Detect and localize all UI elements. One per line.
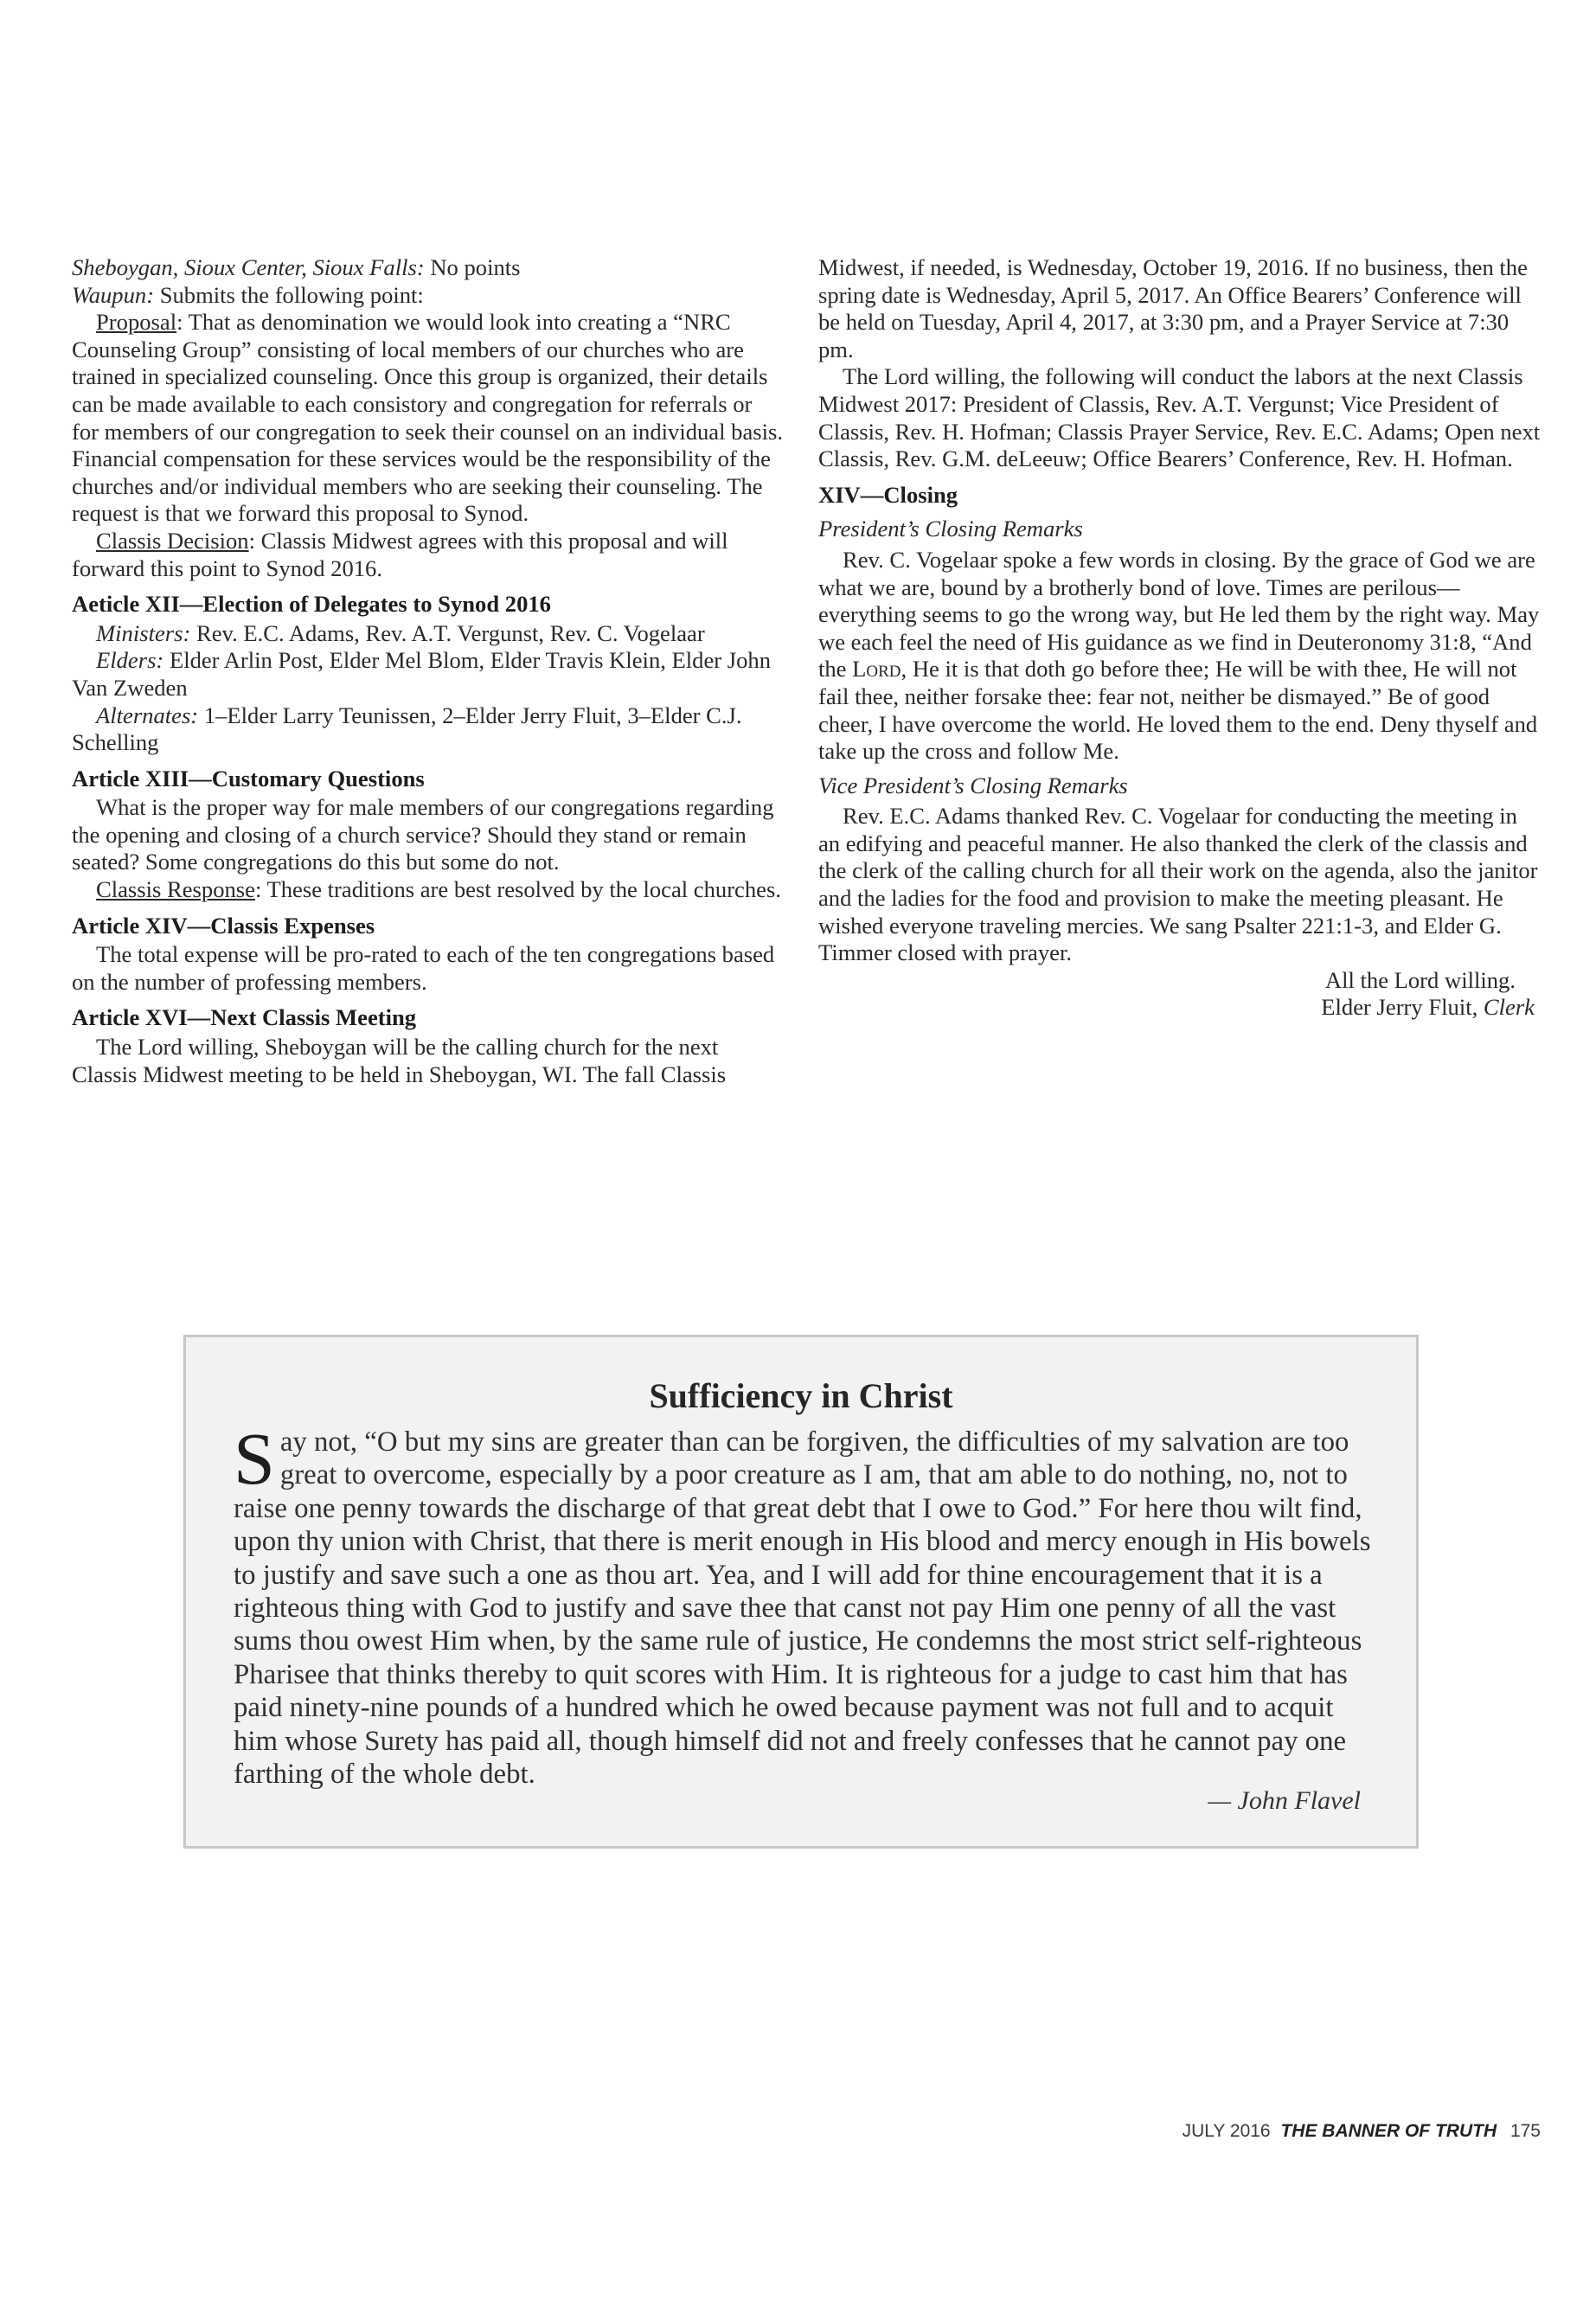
- church-names: Sheboygan, Sioux Center, Sioux Falls:: [72, 254, 425, 280]
- left-column: [72, 254, 783, 1088]
- right-column: [818, 254, 1542, 1022]
- quote-dropcap: S: [234, 1417, 275, 1500]
- elders-line: [72, 647, 783, 702]
- response-label: Classis Response: [96, 876, 255, 903]
- quote-box: [183, 1335, 1419, 1849]
- footer-page-number: 175: [1509, 2121, 1541, 2141]
- president-remarks-part2: , He it is that doth go before thee; He will be with thee, He will not fail thee, neither forsake thee: fear not, neither be dismayed.” Be of good cheer, I have overcome the world. He loved them to the end. Deny thyself and take up the cross and follow Me.: [818, 656, 1538, 765]
- subheading-president-remarks: President’s Closing Remarks: [818, 516, 1083, 542]
- proposal-label: Proposal: [96, 309, 177, 336]
- alternates-label: Alternates:: [96, 702, 199, 728]
- heading-article-xii: Aeticle XII—Election of Delegates to Synod 2016: [72, 591, 551, 618]
- quote-body: [234, 1417, 1384, 1791]
- quote-text: ay not, “O but my sins are greater than can be forgiven, the difficulties of my salvation are too great to overcome, especially by a poor creature as I am, that am able to do nothing, no, not to raise one penny towards the discharge of that great debt that I owe to God.” For here thou wilt find, upon thy union with Christ, that there is merit enough in His blood and mercy enough in His bowels to justify and save such a one as thou art. Yea, and I will add for thine encouragement that it is a righteous thing with God to justify and save thee that canst not pay Him one penny of all the vast sums thou owest Him when, by the same rule of justice, He condemns the most strict self-righteous Pharisee that thinks thereby to quit scores with Him. It is righteous for a judge to cast him that has paid ninety-nine pounds of a hundred which he owed because payment was not full and to acquit him whose Surety has paid all, though himself did not and freely confesses that he cannot pay one farthing of the whole debt.: [234, 1426, 1371, 1791]
- alternates-text: 1–Elder Larry Teunissen, 2–Elder Jerry Fluit, 3–Elder C.J. Schelling: [72, 702, 742, 756]
- ministers-text: Rev. E.C. Adams, Rev. A.T. Vergunst, Rev. C. Vogelaar: [190, 619, 705, 646]
- lord-smallcaps: Lord: [852, 656, 901, 683]
- response-text: : These traditions are best resolved by the local churches.: [254, 876, 781, 903]
- decision-text: : Classis Midwest agrees with this proposal and will forward this point to Synod 2016.: [72, 527, 728, 581]
- heading-article-xiii: Article XIII—Customary Questions: [72, 765, 425, 792]
- ministers-line: [72, 620, 783, 648]
- waupun-text: Submits the following point:: [154, 281, 424, 308]
- subheading-vice-president-remarks: Vice President’s Closing Remarks: [818, 772, 1128, 798]
- elders-label: Elders:: [96, 647, 164, 674]
- footer-date: JULY 2016: [1182, 2121, 1271, 2141]
- signature-name: Elder Jerry Fluit,: [1321, 994, 1484, 1021]
- signature-title: Clerk: [1483, 994, 1535, 1021]
- quote-title: Sufficiency in Christ: [649, 1376, 953, 1415]
- proposal-paragraph: [72, 309, 783, 528]
- decision-paragraph: [72, 528, 783, 582]
- heading-article-xvi: Article XVI—Next Classis Meeting: [72, 1004, 417, 1031]
- vice-president-remarks-paragraph: Rev. E.C. Adams thanked Rev. C. Vogelaar for conducting the meeting in an edifying and peaceful manner. He also thanked the clerk of the classis and the clerk of the calling church for all their work on the agenda, also the janitor and the ladies for the food and provision to make the meeting pleasant. He wished everyone traveling mercies. We sang Psalter 221:1-3, and Elder G. Timmer closed with prayer.: [818, 803, 1538, 966]
- heading-closing: XIV—Closing: [818, 481, 958, 508]
- president-remarks-paragraph: [818, 547, 1542, 766]
- points-text: No points: [424, 254, 521, 280]
- elders-text: Elder Arlin Post, Elder Mel Blom, Elder Travis Klein, Elder John Van Zweden: [72, 647, 772, 701]
- signoff-line: All the Lord willing.: [1324, 966, 1516, 993]
- meeting-continuation: Midwest, if needed, is Wednesday, October 19, 2016. If no business, then the spring date is Wednesday, April 5, 2017. An Office Bearers’ Conference will be held on Tuesday, April 4, 2017, at 3:30 pm, and a Prayer Service at 7:30 pm.: [818, 254, 1528, 362]
- alternates-line: [72, 702, 783, 757]
- waupun-label: Waupun:: [72, 281, 155, 308]
- page-footer: [1183, 2121, 1541, 2142]
- waupun-line: [72, 282, 783, 310]
- expenses-paragraph: The total expense will be pro-rated to each of the ten congregations based on the number of professing members.: [72, 941, 775, 995]
- president-remarks-part1: Rev. C. Vogelaar spoke a few words in closing. By the grace of God we are what we are, bound by a brotherly bond of love. Times are perilous—everything seems to go the wrong way, but He led them by the right way. May we each feel the need of His guidance as we find in Deuteronomy 31:8, “And the: [818, 546, 1540, 683]
- proposal-text: : That as denomination we would look into creating a “NRC Counseling Group” consisting of local members of our churches who are trained in specialized counseling. Once this group is organized, their details can be made available to each consistory and congregation for referrals or for members of our congregation to seek their counsel on an individual basis. Financial compensation for these services would be the responsibility of the churches and/or individual members who are seeking their counseling. The request is that we forward this proposal to Synod.: [72, 309, 783, 527]
- response-paragraph: [72, 876, 783, 904]
- decision-label: Classis Decision: [96, 527, 249, 554]
- labors-paragraph: The Lord willing, the following will conduct the labors at the next Classis Midwest 2017: President of Classis, Rev. A.T. Vergunst; Vice President of Classis, Rev. H. Hofman; Classis Prayer Service, Rev. E.C. Adams; Open next Classis, Rev. G.M. deLeeuw; Office Bearers’ Conference, Rev. H. Hofman.: [818, 363, 1541, 472]
- next-meeting-paragraph: The Lord willing, Sheboygan will be the calling church for the next Classis Midwest meeting to be held in Sheboygan, WI. The fall Classis: [72, 1034, 727, 1087]
- points-line: [72, 254, 783, 282]
- ministers-label: Ministers:: [96, 619, 191, 646]
- question-paragraph: What is the proper way for male members of our congregations regarding the opening and closing of a church service? Should they stand or remain seated? Some congregations do this but some do not.: [72, 794, 774, 875]
- heading-article-xiv: Article XIV—Classis Expenses: [72, 912, 375, 939]
- quote-attribution: — John Flavel: [1208, 1786, 1361, 1815]
- signature-line: [818, 994, 1542, 1022]
- footer-magazine-title: THE BANNER OF TRUTH: [1280, 2121, 1497, 2141]
